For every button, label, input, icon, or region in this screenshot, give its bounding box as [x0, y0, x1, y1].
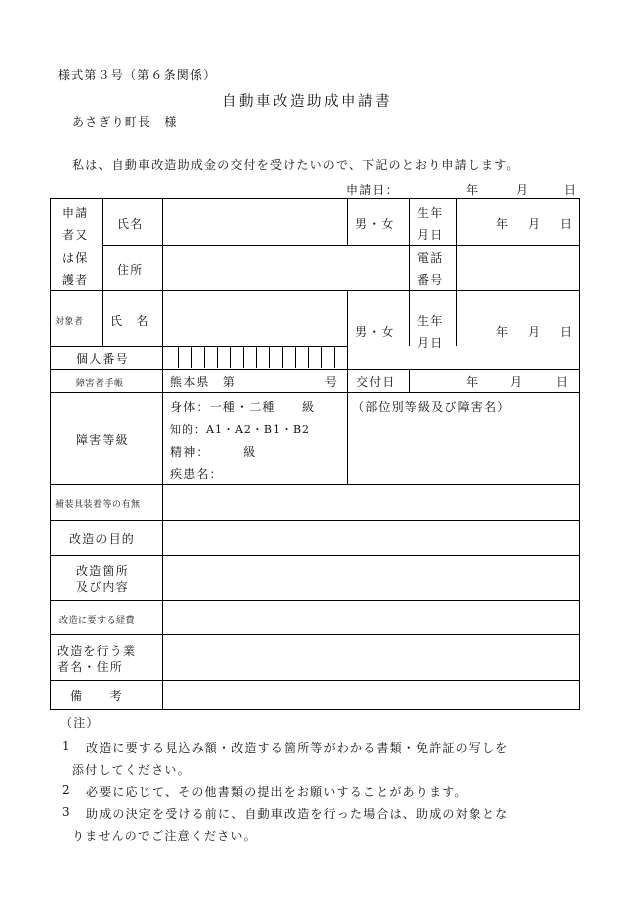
handbook-label: 障害者手帳	[76, 379, 124, 389]
date-day-field[interactable]	[530, 178, 560, 198]
issue-year: 年	[466, 375, 480, 389]
note-1-line-1: 改造に要する見込み額・改造する箇所等がわかる書類・免許証の写しを	[86, 741, 509, 755]
issue-date-field[interactable]	[411, 371, 578, 391]
location-label-1: 改造箇所	[76, 564, 129, 578]
date-month-unit: 月	[516, 183, 530, 197]
subject-name-label: 氏 名	[110, 314, 150, 328]
subject-birth-label-1: 生年	[417, 314, 444, 328]
disability-mental: 精神： 級	[170, 445, 257, 459]
purpose-label: 改造の目的	[69, 532, 136, 546]
applicant-phone-label-2: 番号	[417, 273, 444, 287]
date-day-unit: 日	[564, 183, 578, 197]
disability-grade-label: 障害等級	[76, 433, 129, 447]
subject-birth-year: 年	[496, 325, 510, 339]
contractor-field[interactable]	[164, 636, 578, 679]
date-month-field[interactable]	[480, 178, 510, 198]
disability-intellectual: 知的：A1・A2・B1・B2	[170, 423, 311, 436]
notes-heading: （注）	[60, 716, 100, 730]
intro-text: 私は、自動車改造助成金の交付を受けたいので、下記のとおり申請します。	[72, 158, 520, 172]
applicant-phone-field[interactable]	[458, 247, 578, 289]
disability-detail-field[interactable]	[349, 416, 578, 483]
applicant-group-label-4: 護者	[62, 273, 89, 287]
subject-name-field[interactable]	[164, 292, 346, 345]
note-2-line-1: 必要に応じて、その他書類の提出をお願いすることがあります。	[86, 785, 468, 799]
remarks-label: 備 考	[70, 689, 123, 703]
subject-birth-label-2: 月日	[417, 336, 444, 350]
date-year-unit: 年	[466, 183, 480, 197]
handbook-prefix: 熊本県 第	[170, 375, 237, 389]
applicant-name-label: 氏名	[117, 217, 144, 231]
note-3-number: 3	[62, 805, 71, 819]
applicant-birth-label-2: 月日	[417, 228, 444, 242]
my-number-field[interactable]	[178, 347, 347, 368]
applicant-group-label-3: は保	[62, 251, 89, 265]
date-label: 申請日：	[346, 183, 399, 197]
applicant-birth-month: 月	[528, 217, 542, 231]
note-3-line-1: 助成の決定を受ける前に、自動車改造を行った場合は、助成の対象とな	[86, 807, 509, 821]
location-label-2: 及び内容	[76, 580, 129, 594]
contractor-label-2: 者名・住所	[57, 660, 124, 674]
applicant-name-field[interactable]	[164, 200, 346, 244]
applicant-address-label: 住所	[117, 263, 144, 277]
note-1-line-2: 添付してください。	[72, 763, 191, 777]
cost-field[interactable]	[164, 602, 578, 633]
handbook-number-field[interactable]	[262, 371, 322, 391]
applicant-group-label-1: 申請	[62, 206, 89, 220]
date-year-field[interactable]	[400, 178, 460, 198]
remarks-field[interactable]	[164, 682, 578, 708]
purpose-field[interactable]	[164, 522, 578, 554]
applicant-birth-day: 日	[560, 217, 574, 231]
applicant-birth-year: 年	[496, 217, 510, 231]
applicant-phone-label-1: 電話	[417, 251, 444, 265]
note-3-line-2: りませんのでご注意ください。	[72, 829, 257, 843]
subject-sex-option[interactable]: 男・女	[355, 325, 395, 339]
applicant-group-label-2: 者又	[62, 228, 89, 242]
issue-date-label: 交付日	[356, 375, 396, 389]
my-number-label: 個人番号	[76, 352, 129, 366]
page-title: 自動車改造助成申請書	[222, 94, 392, 110]
addressee: あさぎり町長 様	[72, 115, 178, 129]
subject-label: 対象者	[55, 317, 84, 327]
applicant-address-field[interactable]	[164, 247, 408, 289]
issue-day: 日	[556, 375, 570, 389]
disability-disease: 疾患名：	[170, 467, 223, 481]
form-number: 様式第３号（第６条関係）	[58, 68, 217, 82]
subject-birth-field[interactable]	[458, 292, 578, 368]
prosthetic-field[interactable]	[164, 486, 578, 519]
applicant-sex-option[interactable]: 男・女	[355, 217, 395, 231]
disability-detail-label: （部位別等級及び障害名）	[352, 400, 511, 414]
location-field[interactable]	[164, 557, 578, 599]
applicant-birth-label-1: 生年	[417, 206, 444, 220]
contractor-label-1: 改造を行う業	[57, 644, 137, 658]
note-1-number: 1	[62, 739, 71, 753]
note-2-number: 2	[62, 783, 71, 797]
subject-birth-month: 月	[528, 325, 542, 339]
issue-month: 月	[510, 375, 524, 389]
disability-physical: 身体：一種・二種 級	[170, 400, 316, 414]
subject-birth-day: 日	[560, 325, 574, 339]
handbook-suffix: 号	[325, 375, 339, 389]
cost-label: 改造に要する経費	[59, 616, 136, 626]
prosthetic-label: 補装具装着等の有無	[55, 500, 141, 510]
applicant-birth-field[interactable]	[458, 200, 578, 244]
